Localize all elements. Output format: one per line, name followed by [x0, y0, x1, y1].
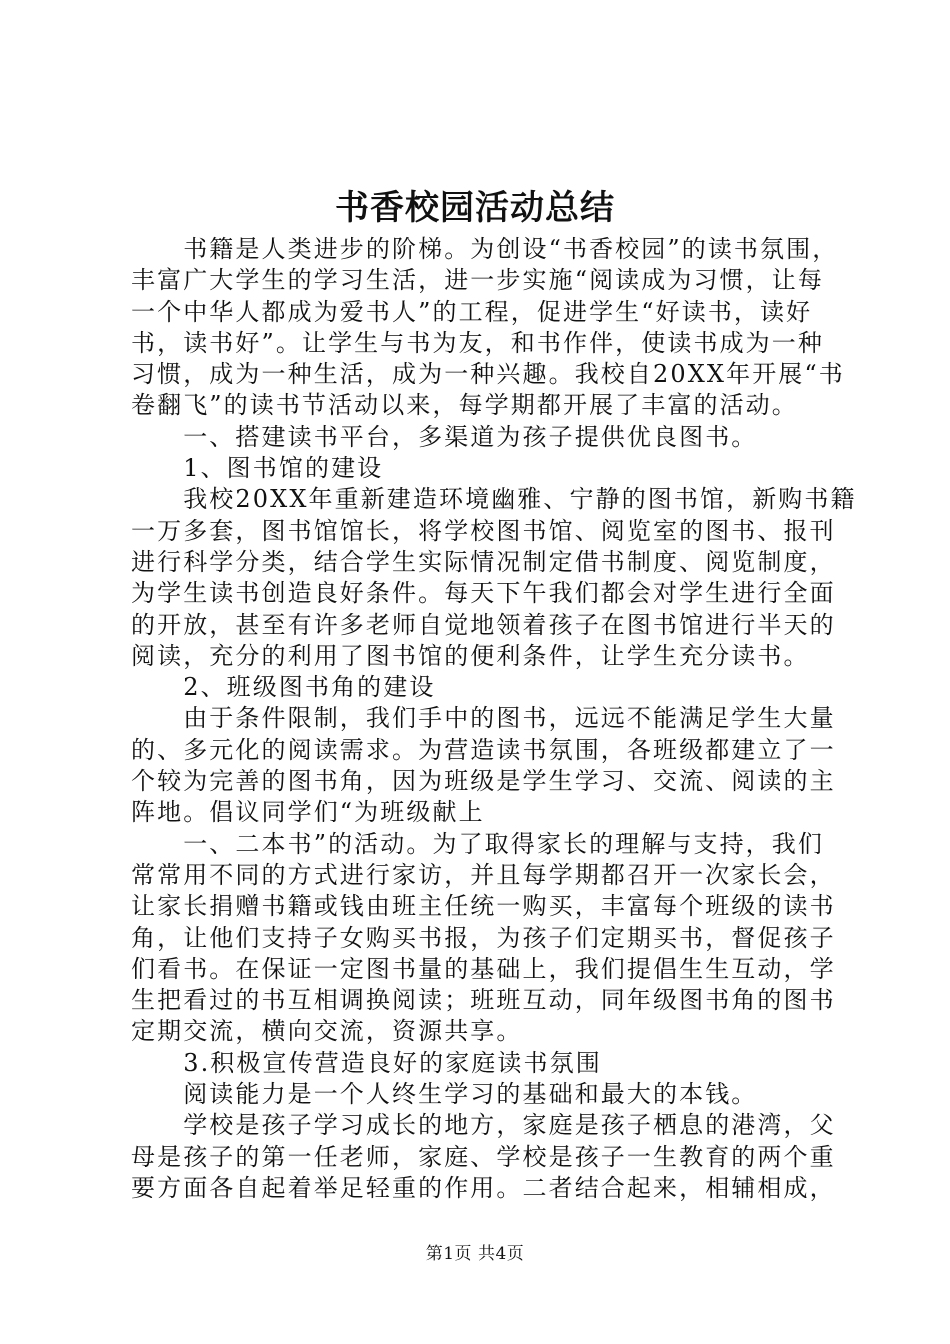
text-line: 母是孩子的第一任老师，家庭、学校是孩子一生教育的两个重 [131, 1142, 836, 1171]
text-line: 我校20XX年重新建造环境幽雅、宁静的图书馆，新购书籍 [131, 485, 857, 514]
text-line: 一、二本书”的活动。为了取得家长的理解与支持，我们 [131, 829, 824, 858]
text-line: 角，让他们支持子女购买书报，为孩子们定期买书，督促孩子 [131, 923, 836, 952]
text-line: 卷翻飞”的读书节活动以来，每学期都开展了丰富的活动。 [131, 391, 798, 420]
text-line: 由于条件限制，我们手中的图书，远远不能满足学生大量 [131, 704, 836, 733]
text-line: 阵地。倡议同学们“为班级献上 [131, 798, 485, 827]
text-line: 阅读，充分的利用了图书馆的便利条件，让学生充分读书。 [131, 641, 810, 670]
document-title: 书香校园活动总结 [335, 188, 615, 228]
page-footer: 第1页 共4页 [425, 1244, 525, 1264]
text-line: 书籍是人类进步的阶梯。为创设“书香校园”的读书氛围， [131, 235, 839, 263]
text-line: 阅读能力是一个人终生学习的基础和最大的本钱。 [131, 1080, 758, 1109]
text-line: 们看书。在保证一定图书量的基础上，我们提倡生生互动，学 [131, 954, 836, 983]
text-line: 的开放，甚至有许多老师自觉地领着孩子在图书馆进行半天的 [131, 610, 836, 639]
text-line: 一个中华人都成为爱书人”的工程，促进学生“好读书，读好 [131, 297, 813, 326]
text-line: 让家长捐赠书籍或钱由班主任统一购买，丰富每个班级的读书 [131, 892, 836, 921]
text-line: 丰富广大学生的学习生活，进一步实施“阅读成为习惯，让每 [131, 266, 824, 295]
text-line: 2、班级图书角的建设 [131, 673, 436, 702]
text-line: 的、多元化的阅读需求。为营造读书氛围，各班级都建立了一 [131, 735, 836, 764]
text-line: 常常用不同的方式进行家访，并且每学期都召开一次家长会， [131, 860, 836, 889]
text-line: 定期交流，横向交流，资源共享。 [131, 1017, 523, 1046]
text-line: 书，读书好”。让学生与书为友，和书作伴，使读书成为一种 [131, 328, 824, 357]
text-line: 生把看过的书互相调换阅读；班班互动，同年级图书角的图书 [131, 986, 836, 1015]
text-line: 个较为完善的图书角，因为班级是学生学习、交流、阅读的主 [131, 767, 836, 796]
text-line: 要方面各自起着举足轻重的作用。二者结合起来，相辅相成， [131, 1173, 836, 1202]
text-line: 进行科学分类，结合学生实际情况制定借书制度、阅览制度， [131, 547, 836, 576]
text-line: 3.积极宣传营造良好的家庭读书氛围 [131, 1048, 602, 1077]
text-line: 为学生读书创造良好条件。每天下午我们都会对学生进行全面 [131, 579, 836, 608]
document-body [131, 234, 857, 1204]
text-line: 学校是孩子学习成长的地方，家庭是孩子栖息的港湾，父 [131, 1111, 836, 1140]
text-line: 一、搭建读书平台，多渠道为孩子提供优良图书。 [131, 422, 758, 451]
text-line: 习惯，成为一种生活，成为一种兴趣。我校自20XX年开展“书 [131, 360, 845, 389]
text-line: 一万多套，图书馆馆长，将学校图书馆、阅览室的图书、报刊 [131, 516, 836, 545]
text-line: 1、图书馆的建设 [131, 454, 384, 483]
